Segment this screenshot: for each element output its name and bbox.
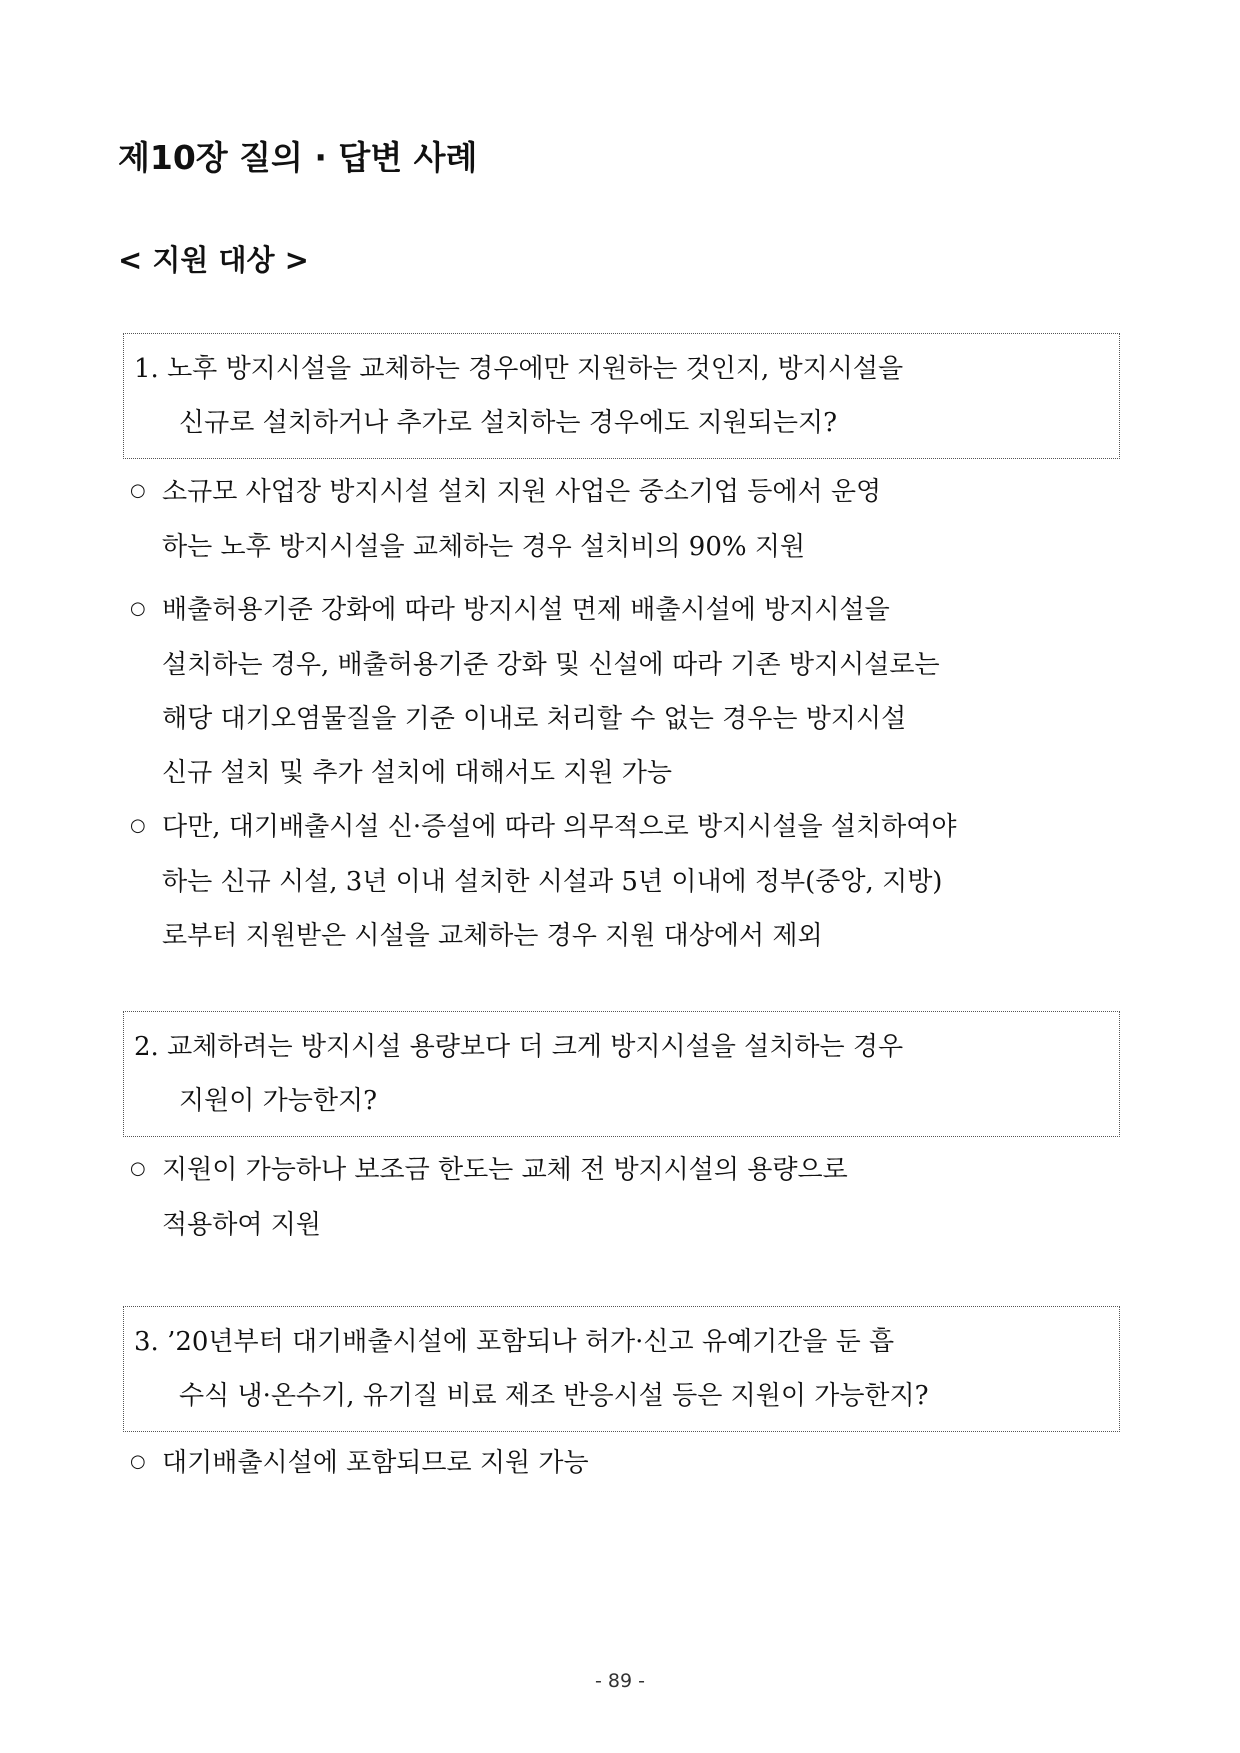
bullet-circle-icon: ○ [130, 1451, 146, 1472]
answer-item [130, 465, 1120, 574]
question-box-3 [123, 1306, 1120, 1432]
question-line: 지원이 가능한지? [179, 1086, 378, 1116]
chapter-title: 제10장 질의 · 답변 사례 [118, 138, 478, 177]
question-box-1 [123, 333, 1120, 459]
answer-line: ○ 배출허용기준 강화에 따라 방지시설 면제 배출시설에 방지시설을 [130, 583, 1120, 638]
answer-line: 하는 노후 방지시설을 교체하는 경우 설치비의 90% 지원 [162, 532, 806, 562]
bullet-circle-icon: ○ [130, 598, 146, 619]
bullet-circle-icon: ○ [130, 480, 146, 501]
answer-line: 설치하는 경우, 배출허용기준 강화 및 신설에 따라 기존 방지시설로는 [162, 650, 940, 680]
answer-item [130, 800, 1120, 963]
answer-line: 하는 신규 시설, 3년 이내 설치한 시설과 5년 이내에 정부(중앙, 지방) [162, 867, 943, 897]
answer-item [130, 1143, 1120, 1252]
question-line: 3. ’20년부터 대기배출시설에 포함되나 허가·신고 유예기간을 둔 흡 [134, 1327, 895, 1357]
question-line: 1. 노후 방지시설을 교체하는 경우에만 지원하는 것인지, 방지시설을 [134, 354, 904, 384]
question-line: 신규로 설치하거나 추가로 설치하는 경우에도 지원되는지? [179, 408, 838, 438]
bullet-circle-icon: ○ [130, 1158, 146, 1179]
answer-line: 신규 설치 및 추가 설치에 대해서도 지원 가능 [162, 758, 672, 788]
answer-item [130, 1436, 1120, 1491]
section-title: < 지원 대상 > [118, 243, 309, 277]
bullet-circle-icon: ○ [130, 815, 146, 836]
answer-line: ○ 다만, 대기배출시설 신·증설에 따라 의무적으로 방지시설을 설치하여야 [130, 800, 1120, 855]
answer-line: 해당 대기오염물질을 기준 이내로 처리할 수 없는 경우는 방지시설 [162, 704, 907, 734]
answer-line: 적용하여 지원 [162, 1210, 321, 1240]
answer-item [130, 583, 1120, 800]
answer-line: 로부터 지원받은 시설을 교체하는 경우 지원 대상에서 제외 [162, 921, 823, 951]
question-box-2 [123, 1011, 1120, 1137]
page-number: - 89 - [595, 1670, 645, 1692]
answer-line: ○ 지원이 가능하나 보조금 한도는 교체 전 방지시설의 용량으로 [130, 1143, 1120, 1198]
question-line: 수식 냉·온수기, 유기질 비료 제조 반응시설 등은 지원이 가능한지? [179, 1381, 929, 1411]
answer-line: ○ 대기배출시설에 포함되므로 지원 가능 [130, 1436, 1120, 1491]
question-line: 2. 교체하려는 방지시설 용량보다 더 크게 방지시설을 설치하는 경우 [134, 1032, 904, 1062]
answer-line: ○ 소규모 사업장 방지시설 설치 지원 사업은 중소기업 등에서 운영 [130, 465, 1120, 520]
